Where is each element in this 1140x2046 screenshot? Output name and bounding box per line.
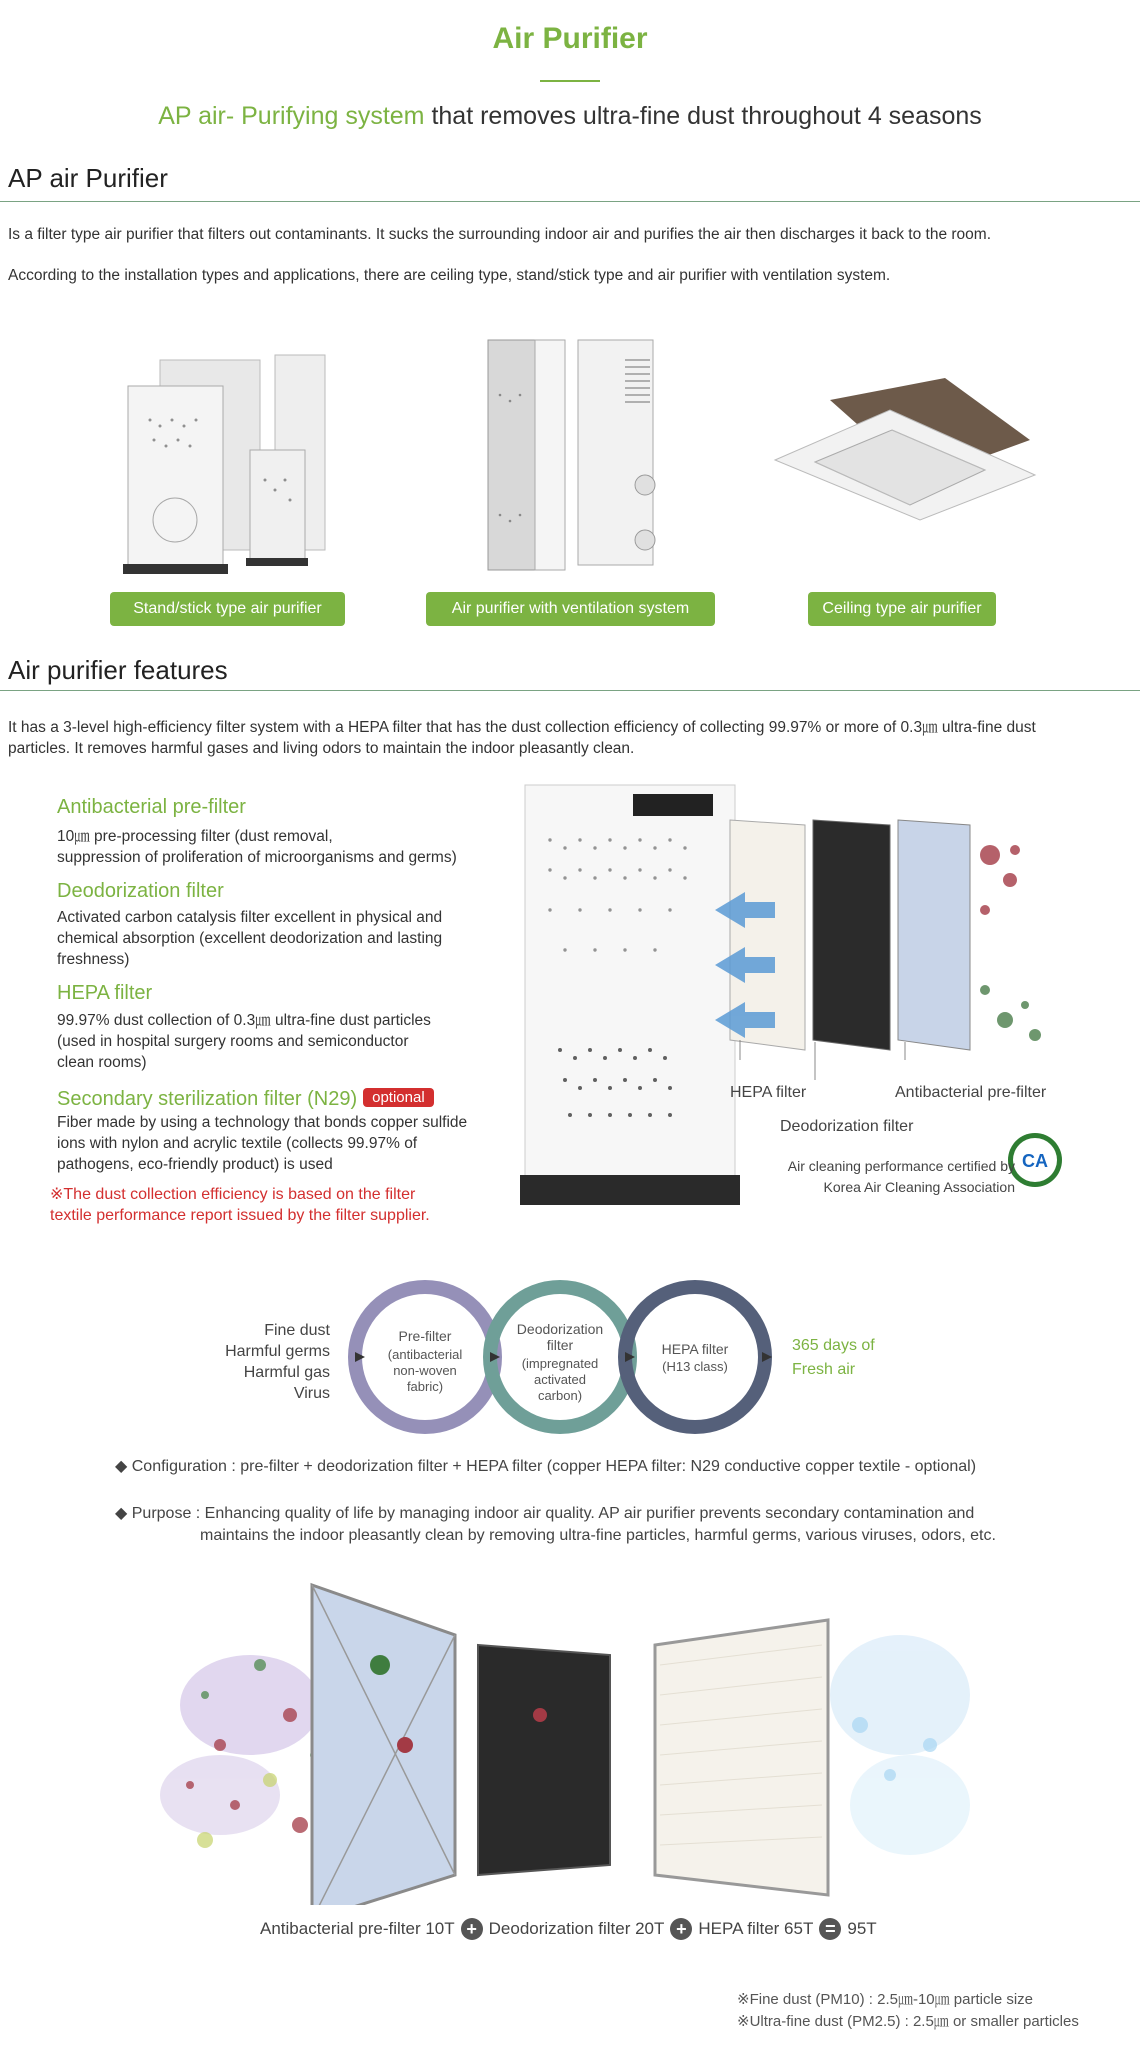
feature-desc-secondary [57, 1112, 467, 1175]
intro-paragraph-1: Is a filter type air purifier that filters out contaminants. It sucks the surrounding indoor air and purifies the air then discharges it back to the room. [8, 226, 992, 243]
stage-title: filter [546, 1337, 574, 1353]
optional-badge: optional [363, 1088, 434, 1107]
desc-line: ions with nylon and acrylic textile (collects 99.97% of [57, 1135, 418, 1152]
equals-icon: = [819, 1918, 841, 1940]
features-paragraph-line-1: It has a 3-level high-efficiency filter system with a HEPA filter that has the dust collection efficiency of collecting 99.97% or more of 0.3㎛ ultra-fine dust [8, 719, 1036, 736]
footnote-pm10: ※Fine dust (PM10) : 2.5㎛-10㎛ particle size [737, 1991, 1034, 2008]
desc-line: suppression of proliferation of microorganisms and germs) [57, 849, 457, 866]
purpose-bullet-line-2: maintains the indoor pleasantly clean by removing ultra-fine particles, harmful germs, various viruses, odors, etc. [200, 1527, 996, 1544]
filter-thickness-formula [260, 1918, 877, 1940]
stage-sub: (H13 class) [662, 1359, 728, 1374]
formula-item-deodorization: Deodorization filter 20T [488, 1919, 665, 1938]
plus-icon: + [461, 1918, 483, 1940]
formula-total: 95T [847, 1919, 877, 1938]
desc-line: pathogens, eco-friendly product) is used [57, 1156, 333, 1173]
result-text [792, 1334, 875, 1382]
cert-line: Korea Air Cleaning Association [823, 1179, 1015, 1195]
note-line: ※The dust collection efficiency is based on the filter [50, 1186, 416, 1203]
label-antibacterial-prefilter: Antibacterial pre-filter [895, 1084, 1047, 1101]
desc-line: freshness) [57, 951, 130, 968]
ceiling-type-label: Ceiling type air purifier [808, 592, 996, 626]
filter-layers-illustration [160, 1575, 980, 1905]
stand-type-label: Stand/stick type air purifier [110, 592, 345, 626]
pollutant-item: Fine dust [264, 1322, 330, 1339]
feature-title-deodorization: Deodorization filter [57, 880, 224, 902]
section-divider [0, 690, 1140, 691]
supplier-note [50, 1184, 430, 1226]
stage-sub: (antibacterial [387, 1347, 463, 1362]
feature-title-antibacterial: Antibacterial pre-filter [57, 796, 246, 818]
result-line: 365 days of [792, 1337, 875, 1354]
features-paragraph-line-2: particles. It removes harmful gases and living odors to maintain the indoor pleasantly clean. [8, 740, 635, 757]
pollutant-item: Harmful gas [243, 1364, 330, 1381]
filtration-process-diagram [340, 1272, 790, 1442]
stage-sub: fabric) [406, 1379, 444, 1394]
plus-icon: + [670, 1918, 692, 1940]
desc-line: (used in hospital surgery rooms and semiconductor [57, 1033, 409, 1050]
label-hepa-filter: HEPA filter [730, 1084, 807, 1101]
page-title: Air Purifier [492, 22, 648, 55]
footnote-pm25: ※Ultra-fine dust (PM2.5) : 2.5㎛ or smaller particles [737, 2013, 1079, 2030]
subtitle-highlight: AP air- Purifying system [158, 102, 425, 130]
pollutant-item: Virus [293, 1385, 330, 1402]
configuration-bullet: ◆ Configuration : pre-filter + deodorization filter + HEPA filter (copper HEPA filter: N29 conductive copper textile - optional) [115, 1458, 977, 1475]
subtitle-rest: that removes ultra-fine dust throughout 4 seasons [424, 102, 982, 130]
stand-type-purifier-image [120, 350, 340, 582]
section-heading-features: Air purifier features [8, 655, 228, 685]
section-divider [0, 201, 1140, 202]
stage-title: Deodorization [516, 1321, 604, 1337]
desc-line: clean rooms) [57, 1054, 147, 1071]
title-divider [540, 80, 600, 82]
result-line: Fresh air [792, 1361, 856, 1378]
desc-line: chemical absorption (excellent deodorization and lasting [57, 930, 443, 947]
note-line: textile performance report issued by the filter supplier. [50, 1207, 430, 1224]
desc-line: 10㎛ pre-processing filter (dust removal, [57, 828, 333, 845]
desc-line: Fiber made by using a technology that bonds copper sulfide [57, 1114, 468, 1131]
ventilation-purifier-image [480, 335, 660, 580]
formula-item-prefilter: Antibacterial pre-filter 10T [260, 1919, 455, 1938]
purpose-bullet-line-1: ◆ Purpose : Enhancing quality of life by managing indoor air quality. AP air purifier prevents secondary contamination and [115, 1505, 975, 1522]
intro-paragraph-2: According to the installation types and applications, there are ceiling type, stand/stick type and air purifier with ventilation system. [8, 267, 891, 284]
stage-sub: (impregnated [521, 1356, 599, 1371]
formula-item-hepa: HEPA filter 65T [698, 1919, 814, 1938]
feature-desc-hepa [57, 1010, 431, 1073]
desc-line: Activated carbon catalysis filter excellent in physical and [57, 909, 443, 926]
certification-text [730, 1156, 1015, 1198]
stage-title: HEPA filter [661, 1341, 729, 1357]
stage-ring-hepa [625, 1287, 765, 1427]
feature-title-secondary [57, 1088, 434, 1111]
stage-sub: non-woven [393, 1363, 457, 1378]
stage-sub: carbon) [537, 1388, 583, 1403]
section-heading-ap-air: AP air Purifier [8, 163, 168, 193]
cert-line: Air cleaning performance certified by [787, 1158, 1015, 1174]
desc-line: 99.97% dust collection of 0.3㎛ ultra-fine dust particles [57, 1012, 431, 1029]
label-deodorization-filter: Deodorization filter [780, 1118, 914, 1135]
feature-title-hepa: HEPA filter [57, 982, 153, 1004]
ventilation-type-label: Air purifier with ventilation system [426, 592, 715, 626]
feature-title-secondary-text: Secondary sterilization filter (N29) [57, 1088, 358, 1110]
feature-desc-deodorization [57, 907, 442, 970]
pollutant-list [175, 1320, 330, 1404]
stage-sub: activated [533, 1372, 587, 1387]
stage-title: Pre-filter [398, 1328, 452, 1344]
page-subtitle [0, 102, 1140, 131]
feature-desc-antibacterial [57, 826, 457, 868]
cert-logo-text: CA [1022, 1151, 1048, 1171]
ceiling-purifier-image [770, 370, 1040, 530]
pollutant-item: Harmful germs [225, 1343, 330, 1360]
